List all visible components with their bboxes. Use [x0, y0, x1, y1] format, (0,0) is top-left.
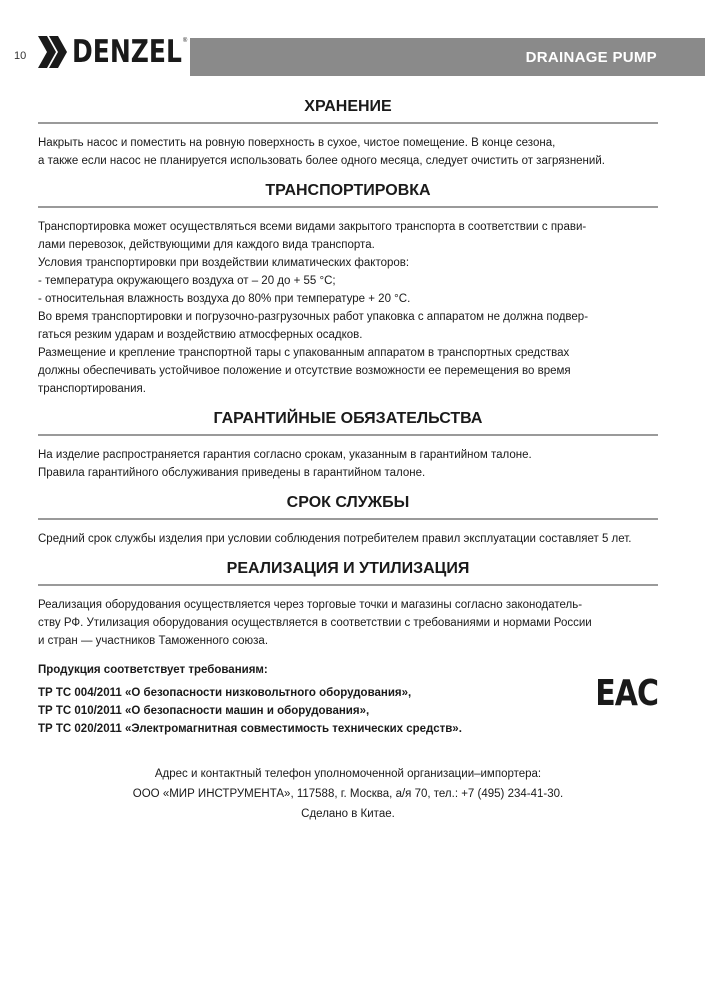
text-line: ству РФ. Утилизация оборудования осуществляется в соответствии с требованиями и нормами России [38, 617, 592, 629]
section-title: ТРАНСПОРТИРОВКА [38, 182, 658, 208]
section-title: ХРАНЕНИЕ [38, 98, 658, 124]
requirement-item: ТР ТС 020/2011 «Электромагнитная совместимость технических средств». [38, 723, 462, 735]
text-line: Условия транспортировки при воздействии климатических факторов: [38, 257, 410, 269]
brand-emblem-icon [38, 36, 68, 68]
section-title: ГАРАНТИЙНЫЕ ОБЯЗАТЕЛЬСТВА [38, 410, 658, 436]
requirements-title: Продукция соответствует требованиям: [38, 664, 268, 676]
document-body [38, 98, 658, 824]
text-line: должны обеспечивать устойчивое положение и отсутствие возможности ее перемещения во время [38, 365, 571, 377]
text-line: Транспортировка может осуществляться всеми видами закрытого транспорта в соответствии с прави- [38, 221, 587, 233]
text-line: Во время транспортировки и погрузочно-разгрузочных работ упаковка с аппаратом не должна подвер- [38, 311, 589, 323]
brand-wordmark: DENZEL [72, 33, 182, 70]
address-line: Сделано в Китае. [301, 808, 395, 820]
section-storage [38, 98, 658, 170]
text-line: и стран — участников Таможенного союза. [38, 635, 269, 647]
text-line: На изделие распространяется гарантия согласно срокам, указанным в гарантийном талоне. [38, 449, 532, 461]
product-title: DRAINAGE PUMP [525, 48, 657, 66]
requirement-item: ТР ТС 004/2011 «О безопасности низковольтного оборудования», [38, 687, 412, 699]
text-line: Средний срок службы изделия при условии соблюдения потребителем правил эксплуатации составляет 5 лет. [38, 533, 632, 545]
requirement-item: ТР ТС 010/2011 «О безопасности машин и оборудования», [38, 705, 370, 717]
section-text [38, 134, 658, 170]
header-band [190, 38, 705, 76]
text-line: Накрыть насос и поместить на ровную поверхность в сухое, чистое помещение. В конце сезона, [38, 137, 556, 149]
importer-address [38, 764, 658, 824]
eac-mark: EAC [595, 672, 658, 715]
text-line: Реализация оборудования осуществляется через торговые точки и магазины согласно законодатель- [38, 599, 583, 611]
section-warranty [38, 410, 658, 482]
section-service-life [38, 494, 658, 548]
text-line: - температура окружающего воздуха от – 20 до + 55 °С; [38, 275, 336, 287]
section-text [38, 446, 658, 482]
section-transport [38, 182, 658, 398]
text-line: гаться резким ударам и воздействию атмосферных осадков. [38, 329, 363, 341]
text-line: транспортирования. [38, 383, 146, 395]
text-line: лами перевозок, действующими для каждого вида транспорта. [38, 239, 375, 251]
text-line: Правила гарантийного обслуживания приведены в гарантийном талоне. [38, 467, 426, 479]
text-line: Размещение и крепление транспортной тары с упакованным аппаратом в транспортных средствах [38, 347, 570, 359]
section-sale-disposal [38, 560, 658, 650]
address-line: Адрес и контактный телефон уполномоченной организации–импортера: [154, 768, 542, 780]
section-text [38, 530, 658, 548]
section-text [38, 218, 658, 398]
text-line: - относительная влажность воздуха до 80% при температуре + 20 °С. [38, 293, 411, 305]
section-text [38, 596, 658, 650]
address-line: ООО «МИР ИНСТРУМЕНТА», 117588, г. Москва, а/я 70, тел.: +7 (495) 234-41-30. [132, 788, 564, 800]
registered-mark: ® [182, 38, 188, 44]
brand-logo [38, 33, 188, 70]
section-title: РЕАЛИЗАЦИЯ И УТИЛИЗАЦИЯ [38, 560, 658, 586]
page-number: 10 [14, 50, 27, 62]
section-title: СРОК СЛУЖБЫ [38, 494, 658, 520]
text-line: а также если насос не планируется использовать более одного месяца, следует очистить от загрязнений. [38, 155, 605, 167]
requirements-block [38, 664, 658, 738]
